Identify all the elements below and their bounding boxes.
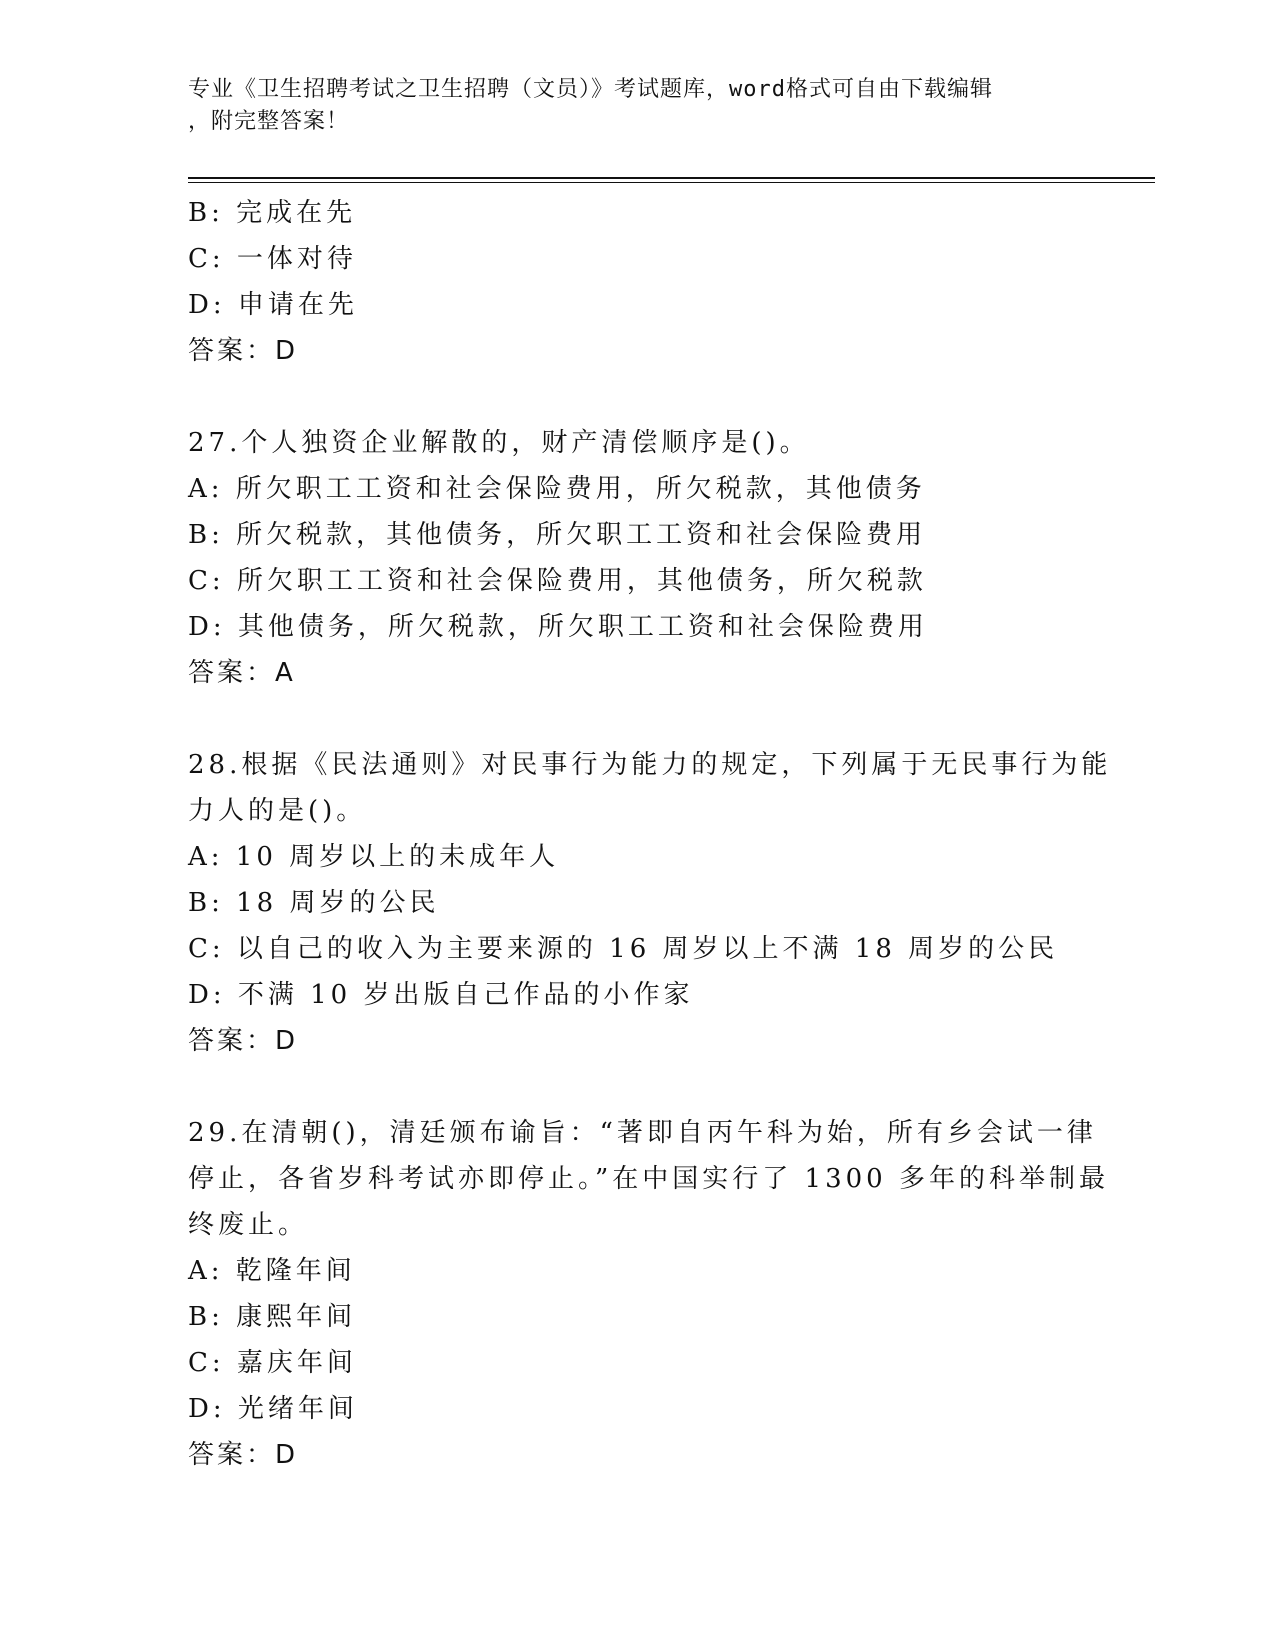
option-b: B: 18 周岁的公民: [188, 888, 440, 918]
option-d: D: 其他债务，所欠税款，所欠职工工资和社会保险费用: [188, 612, 928, 642]
question-29: [188, 1110, 1109, 1478]
header-rule-thick: [188, 177, 1155, 179]
option-c: C: 一体对待: [188, 244, 357, 274]
option-d: D: 光绪年间: [188, 1394, 358, 1424]
option-c: C: 以自己的收入为主要来源的 16 周岁以上不满 18 周岁的公民: [188, 934, 1059, 964]
option-a: A: 10 周岁以上的未成年人: [188, 842, 560, 872]
option-a: A: 乾隆年间: [188, 1256, 356, 1286]
question-stem-continued: 终废止。: [188, 1210, 309, 1240]
spacer: [188, 1064, 1088, 1110]
answer-line: 答案：D: [188, 1026, 299, 1056]
answer-line: 答案：D: [188, 336, 299, 366]
answer-line: 答案：D: [188, 1440, 299, 1470]
question-stem: 27.个人独资企业解散的，财产清偿顺序是()。: [188, 428, 810, 458]
spacer: [188, 696, 1088, 742]
option-c: C: 嘉庆年间: [188, 1348, 357, 1378]
question-stem-continued: 力人的是()。: [188, 796, 367, 826]
question-stem-continued: 停止，各省岁科考试亦即停止。”在中国实行了 1300 多年的科举制最: [188, 1164, 1109, 1194]
option-c: C: 所欠职工工资和社会保险费用，其他债务，所欠税款: [188, 566, 927, 596]
question-stem: 29.在清朝()，清廷颁布谕旨：“著即自丙午科为始，所有乡会试一律: [188, 1118, 1097, 1148]
option-a: A: 所欠职工工资和社会保险费用，所欠税款，其他债务: [188, 474, 926, 504]
header-rule-thin: [188, 182, 1155, 183]
question-stem: 28.根据《民法通则》对民事行为能力的规定，下列属于无民事行为能: [188, 750, 1112, 780]
question-28: [188, 742, 1112, 1064]
answer-line: 答案：A: [188, 658, 296, 688]
option-d: D: 不满 10 岁出版自己作品的小作家: [188, 980, 694, 1010]
document-header: [188, 74, 1088, 138]
option-b: B: 康熙年间: [188, 1302, 357, 1332]
option-b: B: 完成在先: [188, 198, 357, 228]
option-d: D: 申请在先: [188, 290, 358, 320]
question-26-continued: [188, 190, 1088, 374]
option-b: B: 所欠税款，其他债务，所欠职工工资和社会保险费用: [188, 520, 927, 550]
spacer: [188, 374, 1088, 420]
header-line-2: ，附完整答案！: [188, 109, 350, 134]
question-27: [188, 420, 1088, 696]
question-list: [188, 190, 1112, 1478]
header-line-1: 专业《卫生招聘考试之卫生招聘（文员）》考试题库，word格式可自由下载编辑: [188, 77, 993, 102]
